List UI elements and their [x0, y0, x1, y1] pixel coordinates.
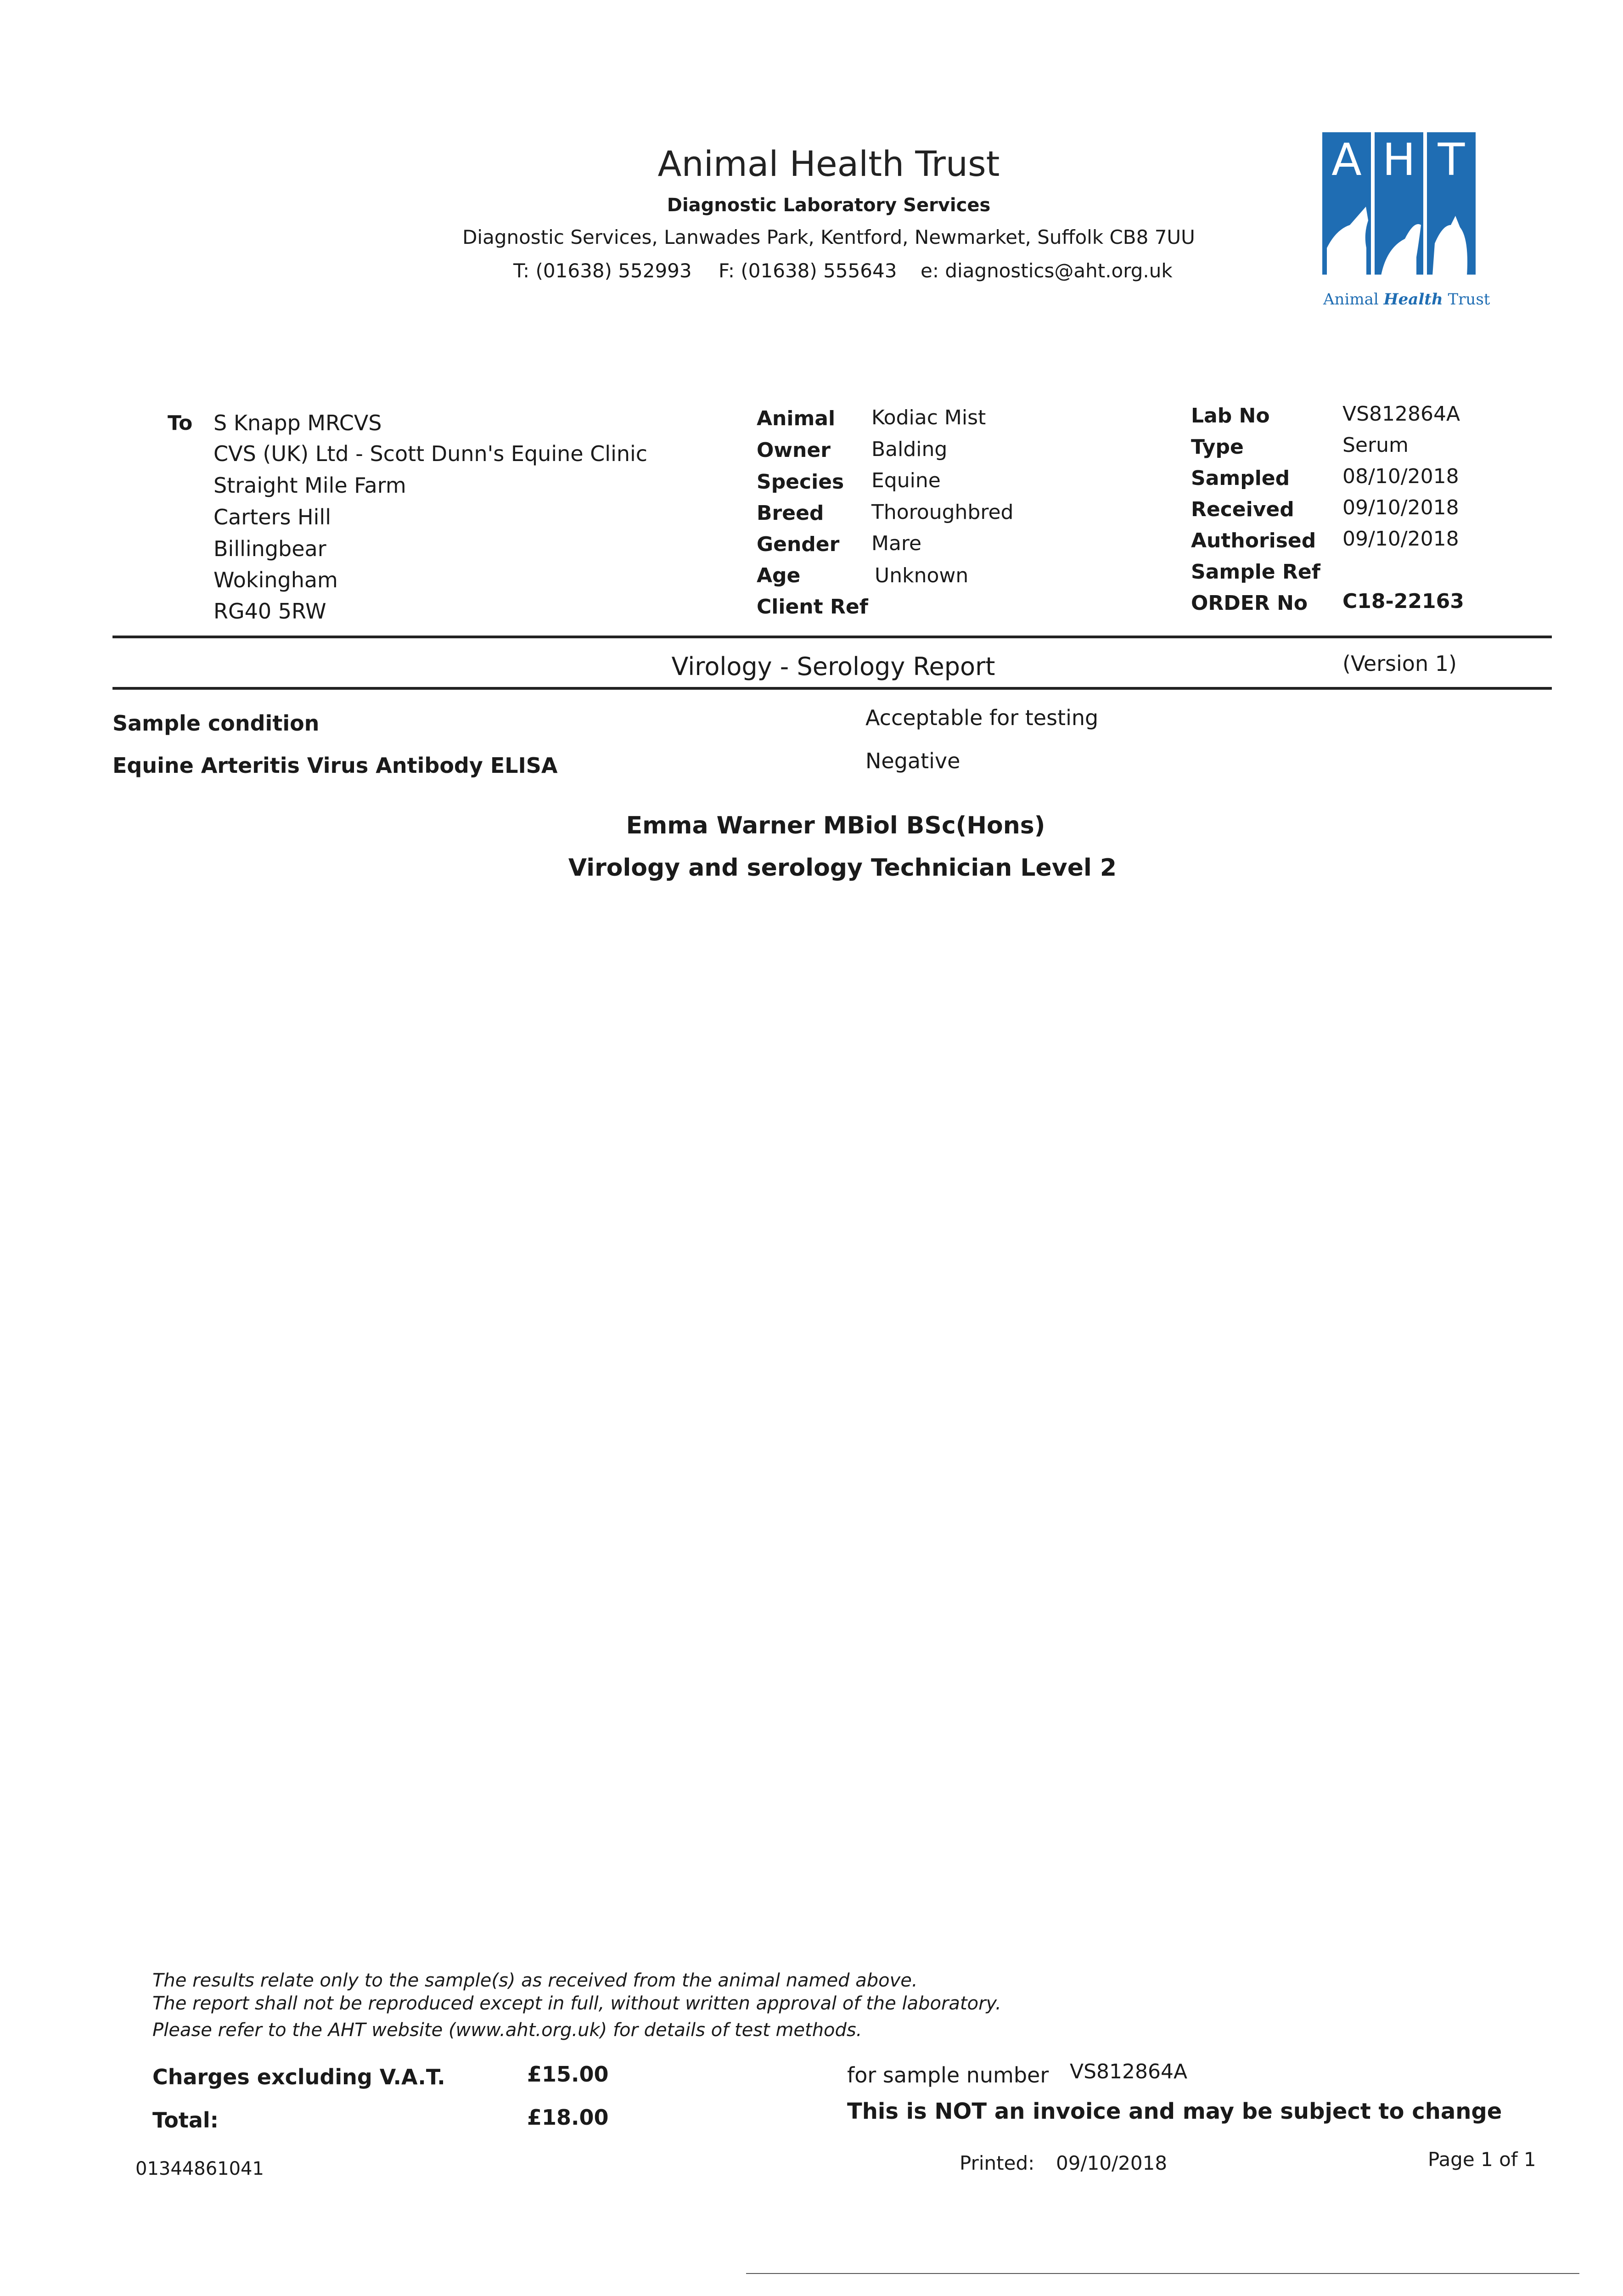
- footer-note: The report shall not be reproduced except in full, without written approval of the laboratory.: [152, 1993, 1001, 2014]
- breed-value: Thoroughbred: [871, 501, 1014, 524]
- order-no-value: C18-22163: [1342, 590, 1464, 613]
- order-no-label: ORDER No: [1191, 591, 1308, 615]
- total-value: £18.00: [527, 2105, 609, 2130]
- animal-silhouettes-icon: [1322, 193, 1476, 276]
- lab-title: Animal Health Trust: [657, 143, 1000, 184]
- charges-value: £15.00: [527, 2062, 609, 2087]
- sampled-value: 08/10/2018: [1342, 465, 1459, 488]
- signatory-role: Virology and serology Technician Level 2: [568, 854, 1117, 882]
- lab-email: e: diagnostics@aht.org.uk: [921, 259, 1173, 282]
- lab-subtitle: Diagnostic Laboratory Services: [667, 195, 991, 216]
- received-value: 09/10/2018: [1342, 496, 1459, 519]
- species-value: Equine: [871, 469, 941, 492]
- logo-letter-t: T: [1438, 134, 1465, 186]
- for-sample-label: for sample number: [847, 2063, 1049, 2088]
- footer-note: The results relate only to the sample(s) as received from the animal named above.: [152, 1970, 918, 1991]
- page-number: Page 1 of 1: [1428, 2148, 1536, 2171]
- breed-label: Breed: [757, 501, 824, 525]
- type-value: Serum: [1342, 433, 1409, 457]
- report-rule-top: [112, 636, 1552, 638]
- owner-label: Owner: [757, 439, 831, 462]
- logo-letter-a: A: [1331, 134, 1362, 186]
- animal-value: Kodiac Mist: [871, 406, 986, 429]
- recipient-line: RG40 5RW: [213, 599, 326, 624]
- printed-value: 09/10/2018: [1056, 2152, 1168, 2174]
- sample-condition-label: Sample condition: [112, 711, 320, 736]
- animal-label: Animal: [757, 407, 836, 430]
- to-label: To: [168, 411, 193, 435]
- for-sample-value: VS812864A: [1070, 2060, 1188, 2083]
- lab-fax: F: (01638) 555643: [719, 259, 897, 282]
- recipient-line: CVS (UK) Ltd - Scott Dunn's Equine Clinic: [213, 441, 648, 466]
- recipient-line: Straight Mile Farm: [213, 473, 406, 498]
- species-label: Species: [757, 470, 844, 494]
- test-result: Negative: [865, 748, 960, 773]
- gender-label: Gender: [757, 533, 840, 556]
- lab-no-label: Lab No: [1191, 404, 1270, 428]
- total-label: Total:: [152, 2108, 219, 2133]
- gender-value: Mare: [871, 532, 922, 555]
- bottom-divider: [746, 2273, 1579, 2274]
- account-number: 01344861041: [135, 2158, 264, 2179]
- sample-ref-label: Sample Ref: [1191, 560, 1320, 584]
- received-label: Received: [1191, 498, 1294, 521]
- logo-caption-trust: Trust: [1448, 290, 1490, 309]
- owner-value: Balding: [871, 438, 948, 461]
- report-title: Virology - Serology Report: [671, 652, 995, 681]
- type-label: Type: [1191, 435, 1244, 459]
- sample-condition-value: Acceptable for testing: [865, 705, 1099, 730]
- logo-caption-animal: Animal: [1323, 290, 1379, 309]
- age-value: Unknown: [875, 564, 969, 587]
- recipient-line: Billingbear: [213, 536, 326, 561]
- recipient-line: Wokingham: [213, 568, 338, 592]
- lab-no-value: VS812864A: [1342, 402, 1460, 426]
- signatory-name: Emma Warner MBiol BSc(Hons): [626, 812, 1045, 839]
- report-version: (Version 1): [1342, 651, 1457, 676]
- authorised-value: 09/10/2018: [1342, 527, 1459, 551]
- age-label: Age: [757, 564, 801, 587]
- footer-note: Please refer to the AHT website (www.aht.org.uk) for details of test methods.: [152, 2020, 862, 2041]
- authorised-label: Authorised: [1191, 529, 1316, 552]
- client-ref-label: Client Ref: [757, 595, 868, 619]
- recipient-line: S Knapp MRCVS: [213, 411, 382, 435]
- logo-caption: [1323, 290, 1490, 309]
- recipient-line: Carters Hill: [213, 505, 331, 529]
- logo-caption-health: Health: [1383, 290, 1443, 309]
- invoice-note: This is NOT an invoice and may be subject to change: [847, 2099, 1502, 2124]
- lab-phone: T: (01638) 552993: [513, 259, 692, 282]
- logo-letter-h: H: [1382, 134, 1416, 186]
- sampled-label: Sampled: [1191, 467, 1290, 490]
- charges-label: Charges excluding V.A.T.: [152, 2065, 445, 2089]
- test-name: Equine Arteritis Virus Antibody ELISA: [112, 753, 558, 778]
- lab-address: Diagnostic Services, Lanwades Park, Kentford, Newmarket, Suffolk CB8 7UU: [462, 226, 1195, 248]
- printed-label: Printed:: [960, 2152, 1035, 2174]
- report-rule-bottom: [112, 687, 1552, 690]
